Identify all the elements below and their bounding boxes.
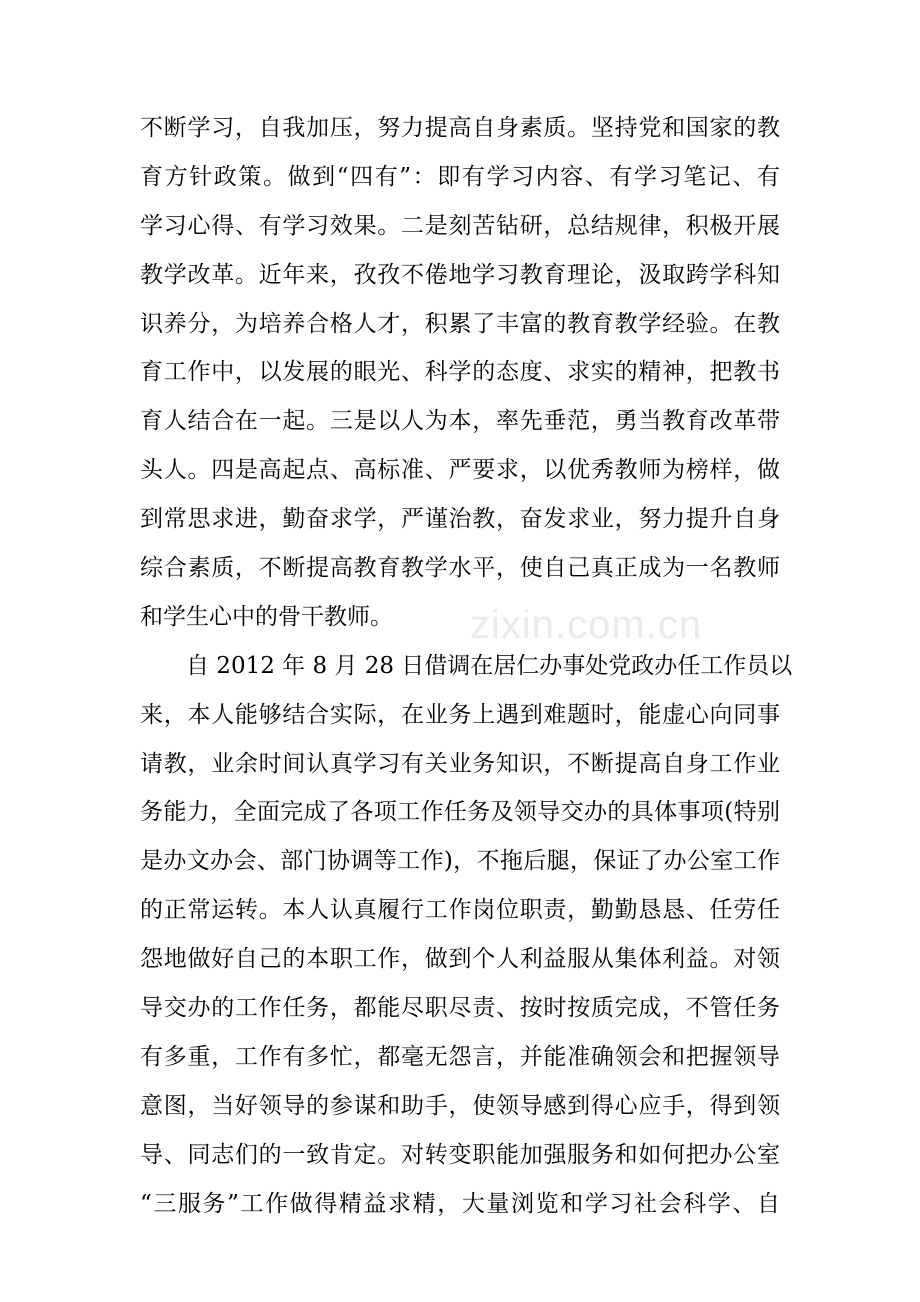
- text-line: 育人结合在一起。三是以人为本，率先垂范，勇当教育改革带: [140, 408, 780, 435]
- text-line: 意图，当好领导的参谋和助手，使领导感到得心应手，得到领: [140, 1092, 780, 1119]
- body-text: [140, 104, 793, 1228]
- watermark: zixin.com.cn: [470, 603, 703, 647]
- text-line: 学习心得、有学习效果。二是刻苦钻研，总结规律，积极开展: [140, 212, 780, 239]
- paragraph-end-line: 和学生心中的骨干教师。: [140, 603, 393, 630]
- text-line: 育方针政策。做到“四有”：即有学习内容、有学习笔记、有: [140, 163, 780, 190]
- text-line: 到常思求进，勤奋求学，严谨治教，奋发求业，努力提升自身: [140, 506, 780, 533]
- text-line: 的正常运转。本人认真履行工作岗位职责，勤勤恳恳、任劳任: [140, 897, 780, 924]
- paragraph-start-line: 自 2012 年 8 月 28 日借调在居仁办事处党政办任工作员以: [186, 652, 793, 679]
- text-line: “三服务”工作做得精益求精，大量浏览和学习社会科学、自: [140, 1190, 780, 1217]
- text-line: 育工作中，以发展的眼光、科学的态度、求实的精神，把教书: [140, 359, 780, 386]
- text-line: 导、同志们的一致肯定。对转变职能加强服务和如何把办公室: [140, 1141, 780, 1168]
- text-line: 怨地做好自己的本职工作，做到个人利益服从集体利益。对领: [140, 946, 780, 973]
- text-line: 头人。四是高起点、高标准、严要求，以优秀教师为榜样，做: [140, 457, 780, 484]
- text-line: 是办文办会、部门协调等工作)，不拖后腿，保证了办公室工作: [140, 848, 780, 875]
- text-line: 教学改革。近年来，孜孜不倦地学习教育理论，汲取跨学科知: [140, 261, 780, 288]
- text-line: 识养分，为培养合格人才，积累了丰富的教育教学经验。在教: [140, 310, 780, 337]
- text-line: 务能力，全面完成了各项工作任务及领导交办的具体事项(特别: [140, 799, 780, 826]
- text-line: 导交办的工作任务，都能尽职尽责、按时按质完成，不管任务: [140, 995, 780, 1022]
- text-line: 综合素质，不断提高教育教学水平，使自己真正成为一名教师: [140, 555, 780, 582]
- text-line: 不断学习，自我加压，努力提高自身素质。坚持党和国家的教: [140, 115, 780, 141]
- text-line: 有多重，工作有多忙，都毫无怨言，并能准确领会和把握领导: [140, 1043, 780, 1070]
- text-line: 请教，业余时间认真学习有关业务知识，不断提高自身工作业: [140, 750, 780, 777]
- text-line: 来，本人能够结合实际，在业务上遇到难题时，能虚心向同事: [140, 701, 780, 728]
